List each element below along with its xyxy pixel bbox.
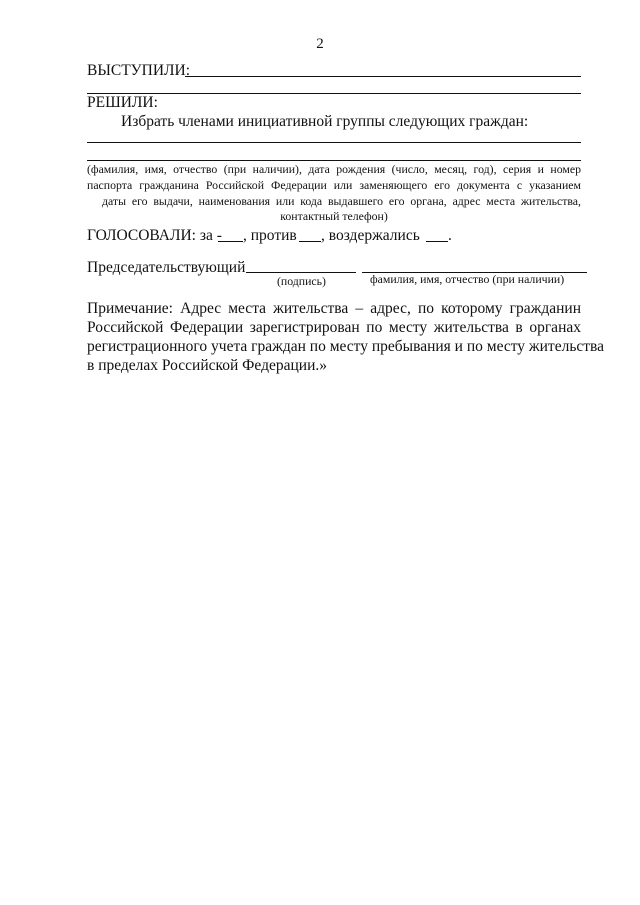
note-line-1: Примечание: Адрес места жительства – адрес, по которому гражданин xyxy=(87,300,581,317)
voting-label: ГОЛОСОВАЛИ: за - xyxy=(87,227,222,244)
decided-text: Избрать членами инициативной группы следующих граждан: xyxy=(121,113,529,130)
votes-against-blank xyxy=(299,241,321,242)
note-line-3: регистрационного учета граждан по месту пребывания и по месту жительства xyxy=(87,338,605,355)
note-line-4: в пределах Российской Федерации.» xyxy=(87,357,328,374)
citizens-blank-line-2 xyxy=(87,160,581,161)
voting-against-label: , против xyxy=(243,227,297,244)
spoke-underline xyxy=(185,76,581,77)
chairman-signature-caption: (подпись) xyxy=(277,274,326,288)
fields-note-line-2: паспорта гражданина Российской Федерации или заменяющего его документа с указанием xyxy=(87,178,581,192)
votes-abstained-blank xyxy=(426,241,448,242)
spoke-blank-line xyxy=(87,93,581,94)
votes-for-blank xyxy=(218,241,243,242)
chairman-signature-line xyxy=(246,272,356,273)
page-number: 2 xyxy=(316,36,324,52)
note-line-2: Российской Федерации зарегистрирован по месту жительства в органах xyxy=(87,319,581,336)
voting-end: . xyxy=(448,227,452,244)
chairman-name-caption: фамилия, имя, отчество (при наличии) xyxy=(370,272,565,286)
voting-abstained-label: , воздержались xyxy=(321,227,420,244)
fields-note-line-3: даты его выдачи, наименования или кода выдавшего его органа, адрес места жительства, xyxy=(102,194,581,208)
fields-note-line-1: (фамилия, имя, отчество (при наличии), дата рождения (число, месяц, год), серия и номер xyxy=(87,162,581,176)
spoke-label: ВЫСТУПИЛИ: xyxy=(87,62,191,79)
decided-label: РЕШИЛИ: xyxy=(87,94,158,111)
citizens-blank-line-1 xyxy=(87,142,581,143)
fields-note-line-4: контактный телефон) xyxy=(280,209,388,223)
chairman-label: Председательствующий xyxy=(87,259,246,276)
